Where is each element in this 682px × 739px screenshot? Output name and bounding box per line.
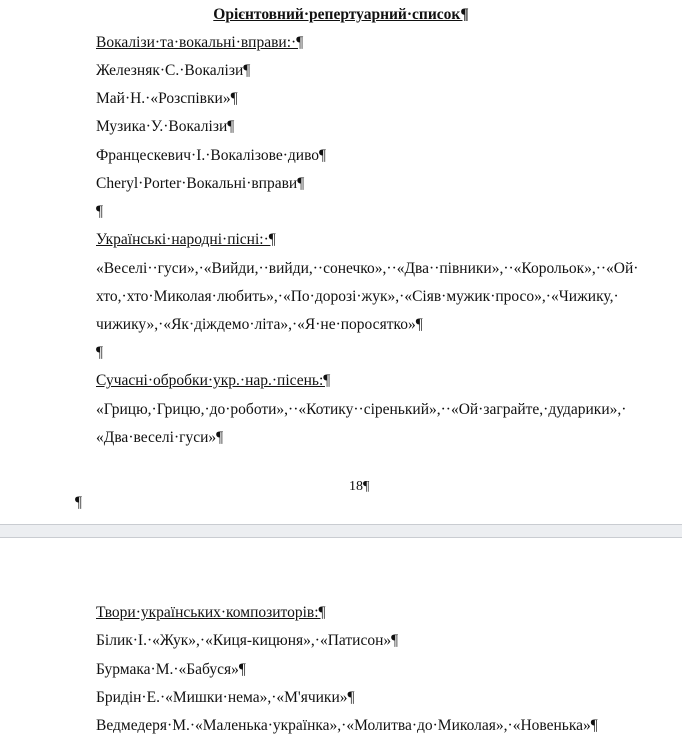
empty-paragraph-mark: ¶ bbox=[96, 344, 104, 361]
paragraph-line: «Два·веселі·гуси»¶ bbox=[96, 429, 224, 446]
paragraph-line: «Веселі··гуси»,·«Вийди,··вийди,··сонечко»,··«Два··півники»,··«Корольок»,··«Ой· bbox=[96, 260, 639, 277]
list-item: Бурмака·М.·«Бабуся»¶ bbox=[96, 661, 246, 678]
empty-paragraph-mark: ¶ bbox=[96, 203, 104, 220]
list-item: Cheryl·Porter·Вокальні·вправи¶ bbox=[96, 175, 305, 192]
paragraph-mark: ¶ bbox=[75, 494, 83, 511]
page-number: 18¶ bbox=[349, 479, 370, 494]
list-item: Май·Н.·«Розспівки»¶ bbox=[96, 90, 238, 107]
list-item: Ведмедеря·М.·«Маленька·українка»,·«Молитва·до·Миколая»,·«Новенька»¶ bbox=[96, 717, 598, 734]
page-break-separator bbox=[0, 524, 682, 538]
list-item: Францескевич·І.·Вокалізове·диво¶ bbox=[96, 147, 327, 164]
paragraph-line: хто,·хто·Миколая·любить»,·«По·дорозі·жук»,·«Сіяв·мужик·просо»,·«Чижику,· bbox=[96, 288, 619, 305]
document-page-2 bbox=[0, 538, 682, 739]
section-heading-folk-songs: Українські·народні·пісні:·¶ bbox=[96, 231, 276, 248]
list-item: Железняк·С.·Вокалізи¶ bbox=[96, 62, 251, 79]
paragraph-line: «Грицю,·Грицю,·до·роботи»,··«Котику··сіренький»,··«Ой·заграйте,·дударики»,· bbox=[96, 401, 627, 418]
document-title: Орієнтовний·репертуарний·список¶ bbox=[213, 6, 469, 23]
list-item: Музика·У.·Вокалізи¶ bbox=[96, 118, 235, 135]
section-heading-modern-arrangements: Сучасні·обробки·укр.·нар.·пісень:¶ bbox=[96, 372, 331, 389]
section-heading-ukrainian-composers: Твори·українських·композиторів:¶ bbox=[96, 604, 326, 621]
section-heading-vocalises: Вокалізи·та·вокальні·вправи:·¶ bbox=[96, 34, 304, 51]
paragraph-line: чижику»,·«Як·діждемо·літа»,·«Я·не·поросятко»¶ bbox=[96, 316, 423, 333]
list-item: Білик·І.·«Жук»,·«Киця-кицюня»,·«Патисон»¶ bbox=[96, 632, 399, 649]
list-item: Бридін·Е.·«Мишки·нема»,·«М'ячики»¶ bbox=[96, 689, 355, 706]
